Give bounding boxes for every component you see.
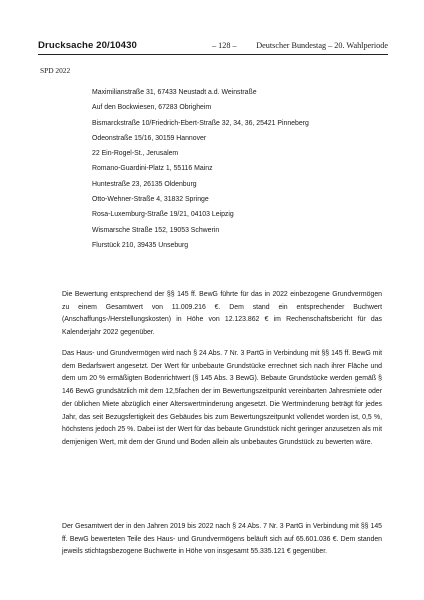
address-item: Auf den Bockwiesen, 67283 Obrigheim xyxy=(92,104,212,112)
document-number-value: 10430 xyxy=(109,40,137,51)
document-number xyxy=(38,40,137,51)
publication-title: Deutscher Bundestag – 20. Wahlperiode xyxy=(256,41,388,50)
address-item: 22 Ein-Rogel-St., Jerusalem xyxy=(92,150,179,158)
party-year-label: SPD 2022 xyxy=(40,66,71,75)
address-item: Romano-Guardini-Platz 1, 55116 Mainz xyxy=(92,165,213,173)
page-number: – 128 – xyxy=(212,41,237,50)
header-rule xyxy=(38,54,388,55)
document-label: Drucksache 20/ xyxy=(38,40,110,51)
address-item: Wismarsche Straße 152, 19053 Schwerin xyxy=(92,226,220,234)
address-list xyxy=(92,85,382,253)
address-item: Maximilianstraße 31, 67433 Neustadt a.d. Weinstraße xyxy=(92,89,257,96)
address-item: Otto-Wehner-Straße 4, 31832 Springe xyxy=(92,196,209,204)
address-item: Flurstück 210, 39435 Unseburg xyxy=(92,241,189,249)
paragraph-valuation-method: Das Haus- und Grundvermögen wird nach § 24 Abs. 7 Nr. 3 PartG in Verbindung mit §§ 145 ff. BewG mit dem Bedarfswert angesetzt. Der Wert für unbebaute Grundstücke errechnet sich nach ihrer Fläche und dem um 20 % ermäßigten Bodenrichtwert (§ 145 Abs. 3 BewG). Bebaute Grundstücke werden gemäß § 146 BewG grundsätzlich mit dem 12,5fachen der im Bewertungszeitpunkt vereinbarten Jahresmiete oder der üblichen Miete abzüglich einer Alterswertminderung angesetzt. Die Wertminderung beträgt für jedes Jahr, das seit Bezugsfertigkeit des Gebäudes bis zum Bewertungszeitpunkt vollendet worden ist, 0,5 %, höchstens jedoch 25 %. Dabei ist der Wert für das bebaute Grundstück nicht geringer anzusetzen als mit demjenigen Wert, mit dem der Grund und Boden allein als unbebautes Grundstück zu bewerten wäre. xyxy=(62,350,382,446)
address-item: Rosa-Luxemburg-Straße 19/21, 04103 Leipzig xyxy=(92,211,234,219)
paragraph-valuation-2022: Die Bewertung entsprechend der §§ 145 ff. BewG führte für das in 2022 einbezogene Grundvermögen zu einem Gesamtwert von 11.009.216 €. Dem stand ein entsprechender Buchwert (Anschaffungs-/Herstellungskosten) in Höhe von 12.123.862 € im Rechenschaftsbericht für das Kalenderjahr 2022 gegenüber. xyxy=(62,291,382,337)
address-item: Huntestraße 23, 26135 Oldenburg xyxy=(92,180,197,188)
address-item: Bismarckstraße 10/Friedrich-Ebert-Straße 32, 34, 36, 25421 Pinneberg xyxy=(92,119,309,127)
address-item: Odeonstraße 15/16, 30159 Hannover xyxy=(92,134,207,142)
page-header xyxy=(38,40,388,54)
paragraph-total-value: Der Gesamtwert der in den Jahren 2019 bis 2022 nach § 24 Abs. 7 Nr. 3 PartG in Verbindung mit §§ 145 ff. BewG bewerteten Teile des Haus- und Grundvermögens beläuft sich auf 65.601.036 €. Dem standen jeweils stichtagsbezogene Buchwerte in Höhe von insgesamt 55.335.121 € gegenüber. xyxy=(62,523,382,556)
